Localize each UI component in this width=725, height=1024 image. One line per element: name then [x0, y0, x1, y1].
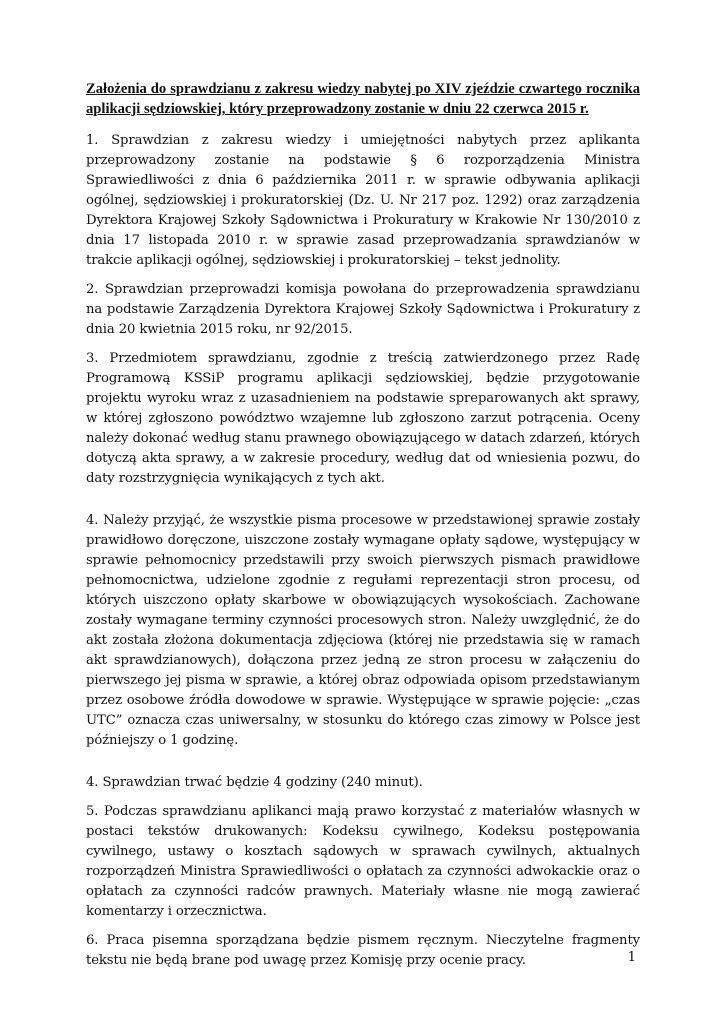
paragraph-1: 1. Sprawdzian z zakresu wiedzy i umiejętności nabytych przez aplikanta przeprowadzony zostanie na podstawie § 6 rozporządzenia Ministra Sprawiedliwości z dnia 6 października 2011 r. w sprawie odbywania aplikacji ogólnej, sędziowskiej i prokuratorskiej (Dz. U. Nr 217 poz. 1292) oraz zarządzenia Dyrektora Krajowej Szkoły Sądownictwa i Prokuratury w Krakowie Nr 130/2010 z dnia 17 listopada 2010 r. w sprawie zasad przeprowadzania sprawdzianów w trakcie aplikacji ogólnej, sędziowskiej i prokuratorskiej – tekst jednolity.	[86, 133, 640, 268]
paragraph-7: 6. Praca pisemna sporządzana będzie pismem ręcznym. Nieczytelne fragmenty tekstu nie będą brane pod uwagę przez Komisję przy ocenie pracy.	[86, 933, 640, 968]
paragraph-3: 3. Przedmiotem sprawdzianu, zgodnie z treścią zatwierdzonego przez Radę Programową KSSiP programu aplikacji sędziowskiej, będzie przygotowanie projektu wyroku wraz z uzasadnieniem na podstawie spreparowanych akt sprawy, w której zgłoszono powództwo wzajemne lub zgłoszono zarzut potrącenia. Oceny należy dokonać według stanu prawnego obowiązującego w datach zdarzeń, których dotyczą akta sprawy, a w zakresie procedury, według dat od wniesienia pozwu, do daty rozstrzygnięcia wynikających z tych akt.	[86, 351, 640, 486]
page-number: 1	[627, 950, 636, 965]
document-page	[86, 79, 640, 980]
paragraph-2: 2. Sprawdzian przeprowadzi komisja powołana do przeprowadzenia sprawdzianu na podstawie Zarządzenia Dyrektora Krajowej Szkoły Sądownictwa i Prokuratury z dnia 20 kwietnia 2015 roku, nr 92/2015.	[86, 282, 640, 337]
document-title: Założenia do sprawdzianu z zakresu wiedzy nabytej po XIV zjeździe czwartego rocznika aplikacji sędziowskiej, który przeprowadzony zostanie w dniu 22 czerwca 2015 r.	[86, 81, 640, 117]
paragraph-6: 5. Podczas sprawdzianu aplikanci mają prawo korzystać z materiałów własnych w postaci tekstów drukowanych: Kodeksu cywilnego, Kodeksu postępowania cywilnego, ustawy o kosztach sądowych w sprawach cywilnych, aktualnych rozporządzeń Ministra Sprawiedliwości o opłatach za czynności adwokackie oraz o opłatach za czynności radców prawnych. Materiały własne nie mogą zawierać komentarzy i orzecznictwa.	[86, 804, 640, 919]
paragraph-5: 4. Sprawdzian trwać będzie 4 godziny (240 minut).	[86, 775, 423, 790]
paragraph-4: 4. Należy przyjąć, że wszystkie pisma procesowe w przedstawionej sprawie zostały prawidłowo doręczone, uiszczone zostały wymagane opłaty sądowe, występujący w sprawie pełnomocnicy przedstawili przy swoich pierwszych pismach prawidłowe pełnomocnictwa, udzielone zgodnie z regułami reprezentacji stron procesu, od których uiszczono opłaty skarbowe w obowiązujących wysokościach. Zachowane zostały wymagane terminy czynności procesowych stron. Należy uwzględnić, że do akt została złożona dokumentacja zdjęciowa (której nie przedstawia się w ramach akt sprawdzianowych), dołączona przez jedną ze stron procesu w załączeniu do pierwszego jej pisma w sprawie, a której obraz odpowiada opisom przedstawianym przez osobowe źródła dowodowe w sprawie. Występujące w sprawie pojęcie: „czas UTC” oznacza czas uniwersalny, w stosunku do którego czas zimowy w Polsce jest późniejszy o 1 godzinę.	[86, 513, 640, 748]
